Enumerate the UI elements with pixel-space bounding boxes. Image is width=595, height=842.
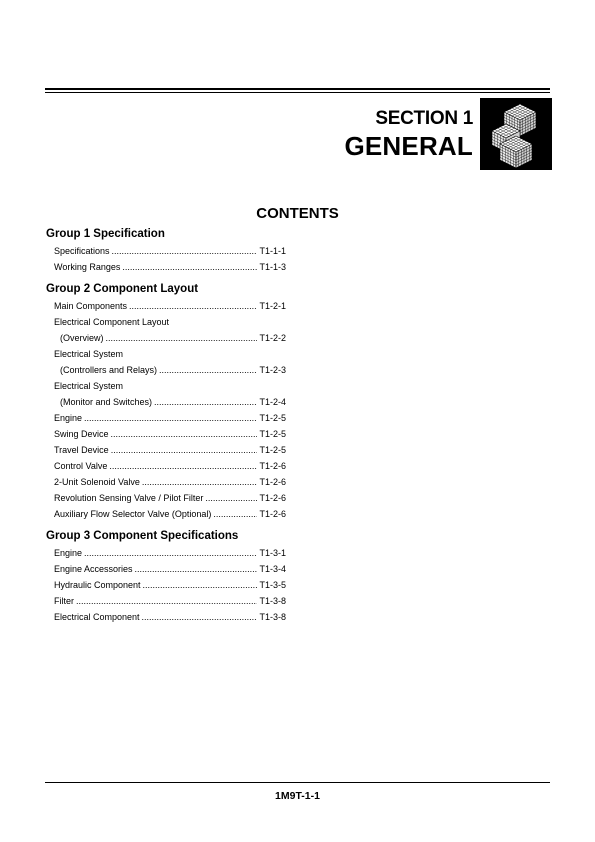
toc-entry[interactable]: [46, 474, 286, 490]
entry-page: T1-1-1: [259, 246, 286, 256]
entry-page: T1-2-6: [259, 493, 286, 503]
toc-entry[interactable]: [46, 298, 286, 314]
section-title: GENERAL: [344, 131, 473, 161]
entry-page: T1-2-6: [259, 477, 286, 487]
toc-group-2: [46, 281, 286, 522]
toc-group-3: [46, 528, 286, 625]
toc-entry[interactable]: [46, 593, 286, 609]
toc-entry[interactable]: [46, 442, 286, 458]
leader-dots: [205, 490, 257, 506]
leader-dots: [112, 243, 258, 259]
group-title: Group 1 Specification: [46, 228, 165, 240]
toc-entry[interactable]: [46, 243, 286, 259]
table-of-contents: [46, 226, 286, 631]
entry-page: T1-2-5: [259, 413, 286, 423]
entry-page: T1-2-5: [259, 445, 286, 455]
section-cube-logo-icon: [480, 98, 552, 170]
entry-page: T1-3-4: [259, 564, 286, 574]
entry-label-continued: (Controllers and Relays): [60, 365, 158, 375]
leader-dots: [84, 410, 257, 426]
entry-label-continued: (Overview): [60, 333, 104, 343]
toc-entry[interactable]: [46, 426, 286, 442]
entry-label-continued: (Monitor and Switches): [60, 397, 153, 407]
leader-dots: [109, 458, 257, 474]
entry-page: T1-2-4: [259, 397, 286, 407]
entry-page: T1-3-5: [259, 580, 286, 590]
leader-dots: [159, 362, 257, 378]
contents-heading: CONTENTS: [256, 205, 339, 222]
toc-entry[interactable]: [46, 259, 286, 275]
leader-dots: [143, 577, 258, 593]
entry-label: Working Ranges: [54, 262, 121, 272]
toc-entry[interactable]: [46, 362, 286, 378]
entry-label: 2-Unit Solenoid Valve: [54, 477, 140, 487]
entry-label: Electrical Component: [54, 612, 140, 622]
group-title: Group 2 Component Layout: [46, 283, 199, 295]
entry-page: T1-2-3: [259, 365, 286, 375]
group-title: Group 3 Component Specifications: [46, 530, 239, 542]
leader-dots: [129, 298, 257, 314]
entry-page: T1-1-3: [259, 262, 286, 272]
entry-label: Engine: [54, 413, 83, 423]
toc-entry[interactable]: [46, 394, 286, 410]
entry-label: Revolution Sensing Valve / Pilot Filter: [54, 493, 204, 503]
toc-entry[interactable]: [46, 561, 286, 577]
leader-dots: [106, 330, 258, 346]
leader-dots: [142, 609, 258, 625]
toc-entry[interactable]: [46, 410, 286, 426]
entry-page: T1-2-6: [259, 509, 286, 519]
leader-dots: [142, 474, 258, 490]
entry-label: Control Valve: [54, 461, 108, 471]
leader-dots: [122, 259, 257, 275]
top-rule-thin: [45, 92, 550, 93]
section-label: SECTION 1: [375, 108, 473, 129]
entry-label: Electrical System: [54, 349, 124, 359]
toc-group-1: [46, 226, 286, 275]
leader-dots: [213, 506, 257, 522]
entry-label: Hydraulic Component: [54, 580, 141, 590]
entry-label: Engine Accessories: [54, 564, 133, 574]
entry-page: T1-2-5: [259, 429, 286, 439]
toc-entry[interactable]: [46, 506, 286, 522]
leader-dots: [111, 426, 258, 442]
top-rule-thick: [45, 88, 550, 90]
toc-entry[interactable]: [46, 490, 286, 506]
entry-label: Specifications: [54, 246, 110, 256]
leader-dots: [84, 545, 257, 561]
toc-entry[interactable]: [46, 330, 286, 346]
entry-page: T1-3-8: [259, 612, 286, 622]
entry-page: T1-3-8: [259, 596, 286, 606]
entry-label: Filter: [54, 596, 74, 606]
entry-label: Swing Device: [54, 429, 109, 439]
page-code: 1M9T-1-1: [275, 790, 320, 802]
toc-entry[interactable]: [46, 545, 286, 561]
leader-dots: [76, 593, 257, 609]
toc-entry[interactable]: [46, 458, 286, 474]
leader-dots: [135, 561, 258, 577]
entry-page: T1-2-1: [259, 301, 286, 311]
entry-page: T1-3-1: [259, 548, 286, 558]
entry-label: Auxiliary Flow Selector Valve (Optional): [54, 509, 212, 519]
entry-label: Engine: [54, 548, 83, 558]
entry-label: Electrical System: [54, 381, 124, 391]
entry-label: Electrical Component Layout: [54, 317, 170, 327]
entry-label: Main Components: [54, 301, 128, 311]
entry-label: Travel Device: [54, 445, 109, 455]
entry-page: T1-2-6: [259, 461, 286, 471]
leader-dots: [154, 394, 257, 410]
toc-entry[interactable]: [46, 577, 286, 593]
entry-page: T1-2-2: [259, 333, 286, 343]
bottom-rule: [45, 782, 550, 783]
leader-dots: [111, 442, 258, 458]
toc-entry[interactable]: [46, 609, 286, 625]
